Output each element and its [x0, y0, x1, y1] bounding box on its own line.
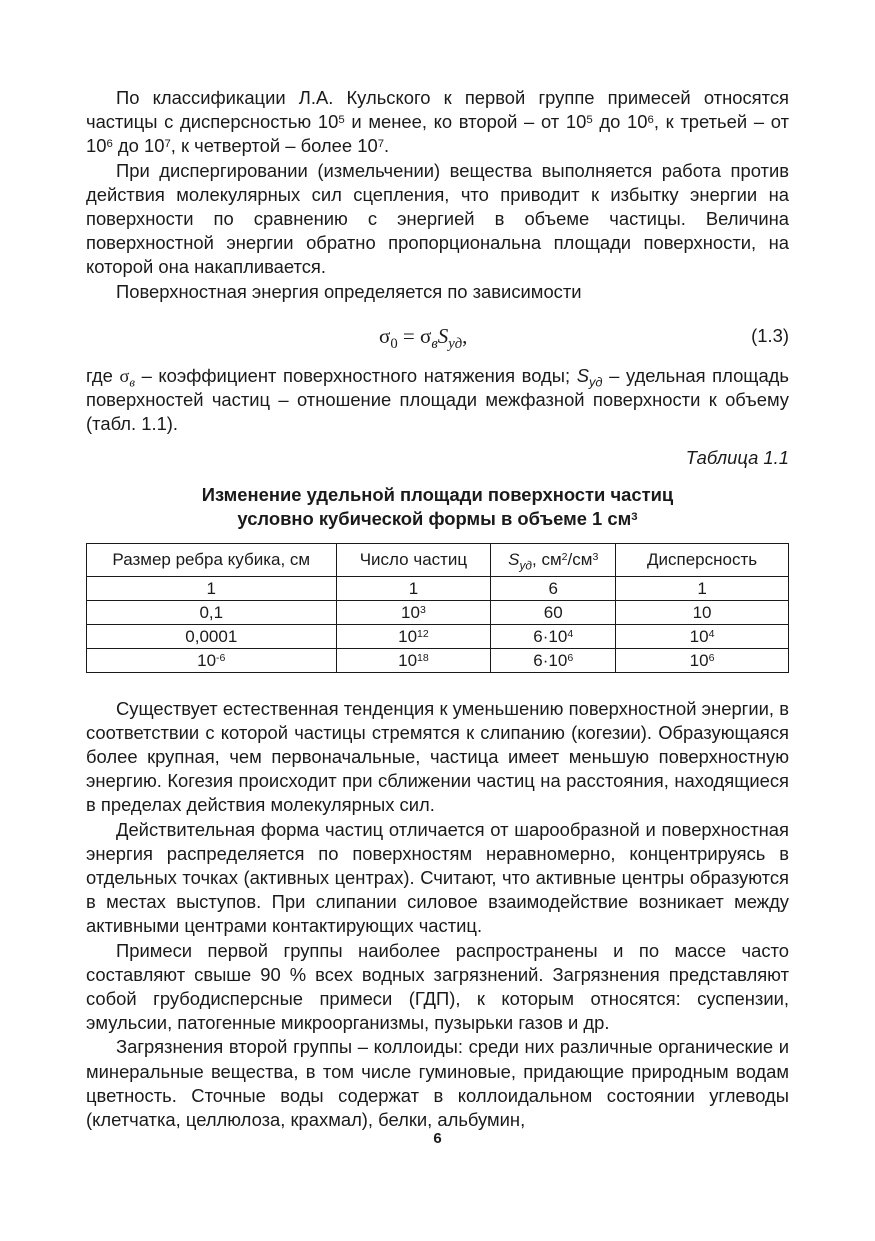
- table-cell: $10^{12}$: [336, 624, 491, 648]
- formula-explanation: где $\sigma_в$ – коэффициент поверхностного натяжения воды; $S_{уд}$ – удельная площадь поверхностей частиц – отношение площади межфазной поверхности к объему (табл. 1.1).: [86, 364, 789, 435]
- bottom-text-block: [86, 697, 789, 1133]
- page-number: 6: [433, 1130, 442, 1147]
- paragraph: Загрязнения второй группы – коллоиды: среди них различные органические и минеральные вещества, в том числе гуминовые, придающие природным водам цветность. Сточные воды содержат в коллоидальном состоянии углеводы (клетчатка, целлюлоза, крахмал), белки, альбумин,: [86, 1036, 789, 1131]
- table-header-cell: Число частиц: [336, 543, 491, 576]
- table-cell: 10: [616, 600, 789, 624]
- table-cell: 6: [491, 576, 616, 600]
- paragraph: Существует естественная тенденция к уменьшению поверхностной энергии, в соответствии с которой частицы стремятся к слипанию (когезии). Образующаяся более крупная, чем первоначальные, частица имеет меньшую поверхностную энергию. Когезия происходит при сближении частиц на расстояния, находящиеся в пределах действия молекулярных сил.: [86, 697, 789, 816]
- page-body: [86, 86, 789, 1132]
- table-cell: $10^{-6}$: [87, 648, 337, 672]
- table-cell: 60: [491, 600, 616, 624]
- table-cell: 0,1: [87, 600, 337, 624]
- table-caption: Таблица 1.1: [685, 447, 789, 469]
- table-row: [87, 624, 789, 648]
- table-cell: $10^3$: [336, 600, 491, 624]
- formula-1-3: [86, 323, 789, 353]
- paragraph: Действительная форма частиц отличается от шарообразной и поверхностная энергия распределяется по поверхностям неравномерно, концентрируясь в отдельных точках (активных центрах). Считают, что активные центры образуются в местах выступов. При слипании силовое взаимодействие возникает между активными центрами контактирующих частиц.: [86, 818, 789, 937]
- table-title: [86, 483, 789, 531]
- table-title-line1: Изменение удельной площади поверхности частиц: [201, 483, 674, 505]
- table-header-cell: Дисперсность: [616, 543, 789, 576]
- table-title-superscript: 3: [631, 510, 638, 523]
- table-header-cell: Размер ребра кубика, см: [87, 543, 337, 576]
- formula-expression: $\sigma_0 = \sigma_вS_{уд}$,: [379, 323, 468, 353]
- formula-number: (1.3): [751, 324, 789, 346]
- paragraph: Примеси первой группы наиболее распространены и по массе часто составляют свыше 90 % всех водных загрязнений. Загрязнения представляют собой грубодисперсные примеси (ГДП), к которым относятся: суспензии, эмульсии, патогенные микроорганизмы, пузырьки газов и др.: [86, 939, 789, 1034]
- table-cell: $10^6$: [616, 648, 789, 672]
- table-cell: 1: [87, 576, 337, 600]
- table-row: [87, 576, 789, 600]
- table-title-line2: условно кубической формы в объеме 1 см: [237, 507, 632, 529]
- table-header-row: [87, 543, 789, 576]
- table-body: [87, 576, 789, 672]
- table-cell: $6\cdot 10^4$: [491, 624, 616, 648]
- table-cell: $6\cdot 10^6$: [491, 648, 616, 672]
- table-row: [87, 648, 789, 672]
- specific-surface-table: [86, 543, 789, 673]
- table-cell: $10^{18}$: [336, 648, 491, 672]
- table-row: [87, 600, 789, 624]
- table-cell: 1: [336, 576, 491, 600]
- paragraph: Поверхностная энергия определяется по зависимости: [116, 280, 582, 302]
- table-cell: 1: [616, 576, 789, 600]
- table-cell: $10^4$: [616, 624, 789, 648]
- top-text-block: [86, 86, 789, 304]
- paragraph: По классификации Л.А. Кульского к первой группе примесей относятся частицы с дисперсностью $10^5$ и менее, ко второй – от $10^5$ до $10^6$, к третьей – от $10^6$ до $10^7$, к четвертой – более $10^7$.: [86, 87, 789, 157]
- paragraph: При диспергировании (измельчении) вещества выполняется работа против действия молекулярных сил сцепления, что приводит к избытку энергии на поверхности по сравнению с энергией в объеме частицы. Величина поверхностной энергии обратно пропорциональна площади поверхности, на которой она накапливается.: [86, 159, 789, 278]
- table-header-cell: $S_{уд}$, $см^2/см^3$: [491, 543, 616, 576]
- table-cell: 0,0001: [87, 624, 337, 648]
